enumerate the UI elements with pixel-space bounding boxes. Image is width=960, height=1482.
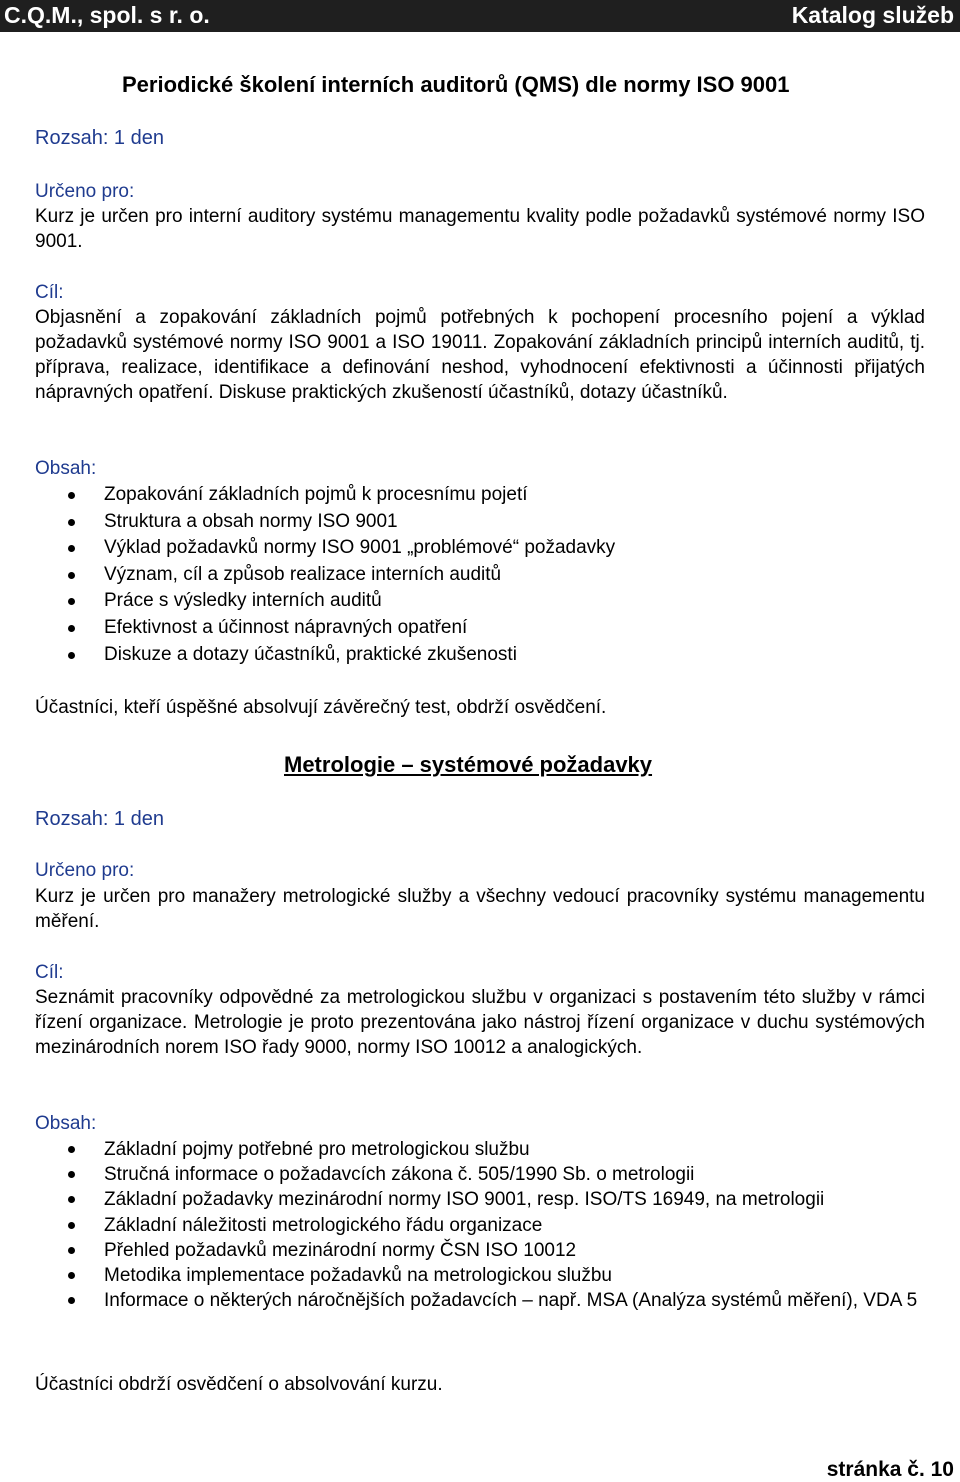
catalog-title: Katalog služeb (791, 2, 954, 28)
list-item: Metodika implementace požadavků na metrologickou službu (35, 1263, 925, 1288)
course2-obsah-label: Obsah: (35, 1113, 97, 1134)
list-item: Diskuze a dotazy účastníků, praktické zkušenosti (35, 642, 925, 669)
list-item: Základní pojmy potřebné pro metrologickou službu (35, 1137, 925, 1162)
page-header-bar (0, 0, 960, 32)
course1-obsah-label: Obsah: (35, 458, 97, 479)
list-item: Efektivnost a účinnost nápravných opatření (35, 615, 925, 642)
list-item: Přehled požadavků mezinárodní normy ČSN ISO 10012 (35, 1238, 925, 1263)
list-item: Stručná informace o požadavcích zákona č. 505/1990 Sb. o metrologii (35, 1162, 925, 1187)
list-item: Význam, cíl a způsob realizace interních auditů (35, 562, 925, 589)
course1-rozsah: Rozsah: 1 den (35, 127, 164, 149)
list-item: Základní požadavky mezinárodní normy ISO 9001, resp. ISO/TS 16949, na metrologii (35, 1187, 925, 1212)
course2-urceno-label: Určeno pro: (35, 860, 135, 881)
course2-cil-text: Seznámit pracovníky odpovědné za metrologickou službu v organizaci s postavením této služby v rámci řízení organizace. Metrologie je proto prezentována jako nástroj řízení organizace v duchu systémových mezinárodních norem ISO řady 9000, normy ISO 10012 a analogických. (35, 987, 925, 1058)
list-item: Informace o některých náročnějších požadavcích – např. MSA (Analýza systémů měření), VDA 5 (35, 1288, 925, 1313)
course2-closing: Účastníci obdrží osvědčení o absolvování kurzu. (35, 1374, 443, 1395)
course1-cil-label: Cíl: (35, 282, 64, 303)
course1-closing: Účastníci, kteří úspěšné absolvují závěrečný test, obdrží osvědčení. (35, 697, 607, 718)
page-number: stránka č. 10 (826, 1458, 954, 1481)
course1-title: Periodické školení interních auditorů (QMS) dle normy ISO 9001 (122, 72, 790, 97)
company-name: C.Q.M., spol. s r. o. (4, 2, 210, 28)
list-item: Práce s výsledky interních auditů (35, 588, 925, 615)
course1-urceno-text: Kurz je určen pro interní auditory systému managementu kvality podle požadavků systémové normy ISO 9001. (35, 206, 925, 252)
list-item: Struktura a obsah normy ISO 9001 (35, 509, 925, 536)
course1-obsah-list (35, 482, 925, 668)
list-item: Základní náležitosti metrologického řádu organizace (35, 1213, 925, 1238)
course1-urceno-label: Určeno pro: (35, 181, 135, 202)
list-item: Výklad požadavků normy ISO 9001 „problémové“ požadavky (35, 535, 925, 562)
course2-title: Metrologie – systémové požadavky (284, 752, 653, 777)
course2-urceno-text: Kurz je určen pro manažery metrologické služby a všechny vedoucí pracovníky systému managementu měření. (35, 886, 925, 932)
course2-cil-label: Cíl: (35, 962, 64, 983)
course1-cil-text: Objasnění a zopakování základních pojmů potřebných k pochopení procesního pojení a výklad požadavků systémové normy ISO 9001 a ISO 19011. Zopakování základních principů interních auditů, tj. příprava, realizace, identifikace a definování neshod, vyhodnocení efektivnosti a účinnosti přijatých nápravných opatření. Diskuse praktických zkušeností účastníků, dotazy účastníků. (35, 307, 925, 403)
list-item: Zopakování základních pojmů k procesnímu pojetí (35, 482, 925, 509)
course2-rozsah: Rozsah: 1 den (35, 808, 164, 830)
course2-obsah-list (35, 1137, 925, 1313)
